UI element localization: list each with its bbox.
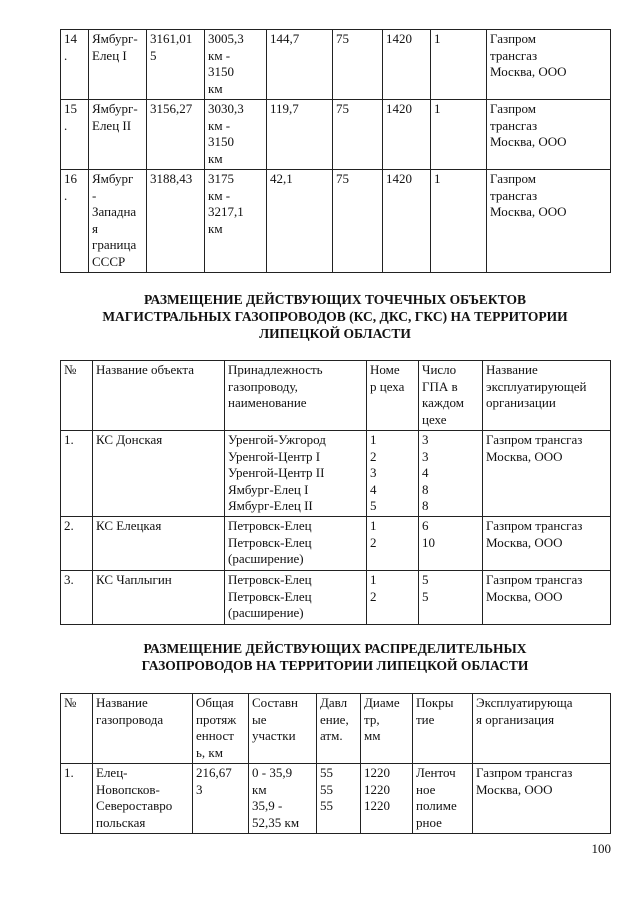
table-row — [61, 431, 611, 517]
table-cell: 2. — [61, 517, 93, 571]
table-cell: 1 — [431, 30, 487, 100]
table-cell: 75 — [333, 100, 383, 170]
table-cell: 1420 — [383, 170, 431, 273]
table-cell: 3005,3 км - 3150 км — [205, 30, 267, 100]
pipelines-continuation-table — [60, 29, 611, 273]
table-cell: Ямбург- Елец II — [89, 100, 147, 170]
table-row — [61, 764, 611, 834]
table-cell: 1 2 3 4 5 — [367, 431, 419, 517]
table-cell: 3188,43 — [147, 170, 205, 273]
table-cell: Газпром трансгаз Москва, ООО — [483, 517, 611, 571]
point-objects-table — [60, 360, 611, 625]
table-cell: 14 . — [61, 30, 89, 100]
page-number: 100 — [591, 841, 611, 856]
table-cell: Ленточ ное полиме рное — [413, 764, 473, 834]
column-header: Название объекта — [93, 361, 225, 431]
table-cell: 42,1 — [267, 170, 333, 273]
table-cell: 144,7 — [267, 30, 333, 100]
table-cell: 3030,3 км - 3150 км — [205, 100, 267, 170]
table-cell: Газпром трансгаз Москва, ООО — [483, 571, 611, 625]
table-cell: Газпром трансгаз Москва, ООО — [487, 100, 611, 170]
column-header: Название газопровода — [93, 694, 193, 764]
table-cell: Петровск-Елец Петровск-Елец (расширение) — [225, 517, 367, 571]
table-cell: 3. — [61, 571, 93, 625]
table-cell: КС Чаплыгин — [93, 571, 225, 625]
column-header: Общая протяж енност ь, км — [193, 694, 249, 764]
column-header: Покры тие — [413, 694, 473, 764]
table-cell: 1 2 — [367, 571, 419, 625]
column-header: Диаме тр, мм — [361, 694, 413, 764]
table-cell: 1 — [431, 170, 487, 273]
table-cell: 3175 км - 3217,1 км — [205, 170, 267, 273]
table-cell: 1. — [61, 431, 93, 517]
column-header: Номе р цеха — [367, 361, 419, 431]
table-cell: КС Елецкая — [93, 517, 225, 571]
table-cell: 1 — [431, 100, 487, 170]
column-header: № — [61, 361, 93, 431]
table-cell: 3156,27 — [147, 100, 205, 170]
table-row — [61, 30, 611, 100]
table-row — [61, 517, 611, 571]
table-cell: 1420 — [383, 100, 431, 170]
section-heading: РАЗМЕЩЕНИЕ ДЕЙСТВУЮЩИХ РАСПРЕДЕЛИТЕЛЬНЫХ ГАЗОПРОВОДОВ НА ТЕРРИТОРИИ ЛИПЕЦКОЙ ОБЛАСТИ — [141, 641, 529, 673]
table-cell: 216,67 3 — [193, 764, 249, 834]
column-header: Эксплуатирующа я организация — [473, 694, 611, 764]
column-header: № — [61, 694, 93, 764]
table-cell: Газпром трансгаз Москва, ООО — [483, 431, 611, 517]
table-row — [61, 100, 611, 170]
table-cell: 75 — [333, 170, 383, 273]
table-cell: 119,7 — [267, 100, 333, 170]
table-cell: 1420 — [383, 30, 431, 100]
table-header-row — [61, 694, 611, 764]
table-row — [61, 571, 611, 625]
table-cell: 55 55 55 — [317, 764, 361, 834]
table-header-row — [61, 361, 611, 431]
column-header: Составн ые участки — [249, 694, 317, 764]
table-cell: 3 3 4 8 8 — [419, 431, 483, 517]
table-cell: 15 . — [61, 100, 89, 170]
table-cell: Газпром трансгаз Москва, ООО — [473, 764, 611, 834]
table-cell: Уренгой-Ужгород Уренгой-Центр I Уренгой-Центр II Ямбург-Елец I Ямбург-Елец II — [225, 431, 367, 517]
table-cell: Газпром трансгаз Москва, ООО — [487, 30, 611, 100]
table-cell: Ямбург- Елец I — [89, 30, 147, 100]
column-header: Принадлежность газопроводу, наименование — [225, 361, 367, 431]
table-cell: Ямбург - Западна я граница СССР — [89, 170, 147, 273]
table-cell: 75 — [333, 30, 383, 100]
table-cell: КС Донская — [93, 431, 225, 517]
table-cell: 16 . — [61, 170, 89, 273]
section-heading: РАЗМЕЩЕНИЕ ДЕЙСТВУЮЩИХ ТОЧЕЧНЫХ ОБЪЕКТОВ МАГИСТРАЛЬНЫХ ГАЗОПРОВОДОВ (КС, ДКС, ГКС) НА ТЕРРИТОРИИ ЛИПЕЦКОЙ ОБЛАСТИ — [102, 292, 568, 341]
table-row — [61, 170, 611, 273]
column-header: Название эксплуатирующей организации — [483, 361, 611, 431]
table-cell: 3161,01 5 — [147, 30, 205, 100]
table-cell: 0 - 35,9 км 35,9 - 52,35 км — [249, 764, 317, 834]
table-cell: Петровск-Елец Петровск-Елец (расширение) — [225, 571, 367, 625]
table-cell: 1 2 — [367, 517, 419, 571]
table-cell: Газпром трансгаз Москва, ООО — [487, 170, 611, 273]
table-cell: 6 10 — [419, 517, 483, 571]
distribution-pipelines-table — [60, 693, 611, 834]
column-header: Давл ение, атм. — [317, 694, 361, 764]
table-cell: 5 5 — [419, 571, 483, 625]
table-cell: 1. — [61, 764, 93, 834]
column-header: Число ГПА в каждом цехе — [419, 361, 483, 431]
table-cell: Елец- Новопсков- Североставро польская — [93, 764, 193, 834]
table-cell: 1220 1220 1220 — [361, 764, 413, 834]
